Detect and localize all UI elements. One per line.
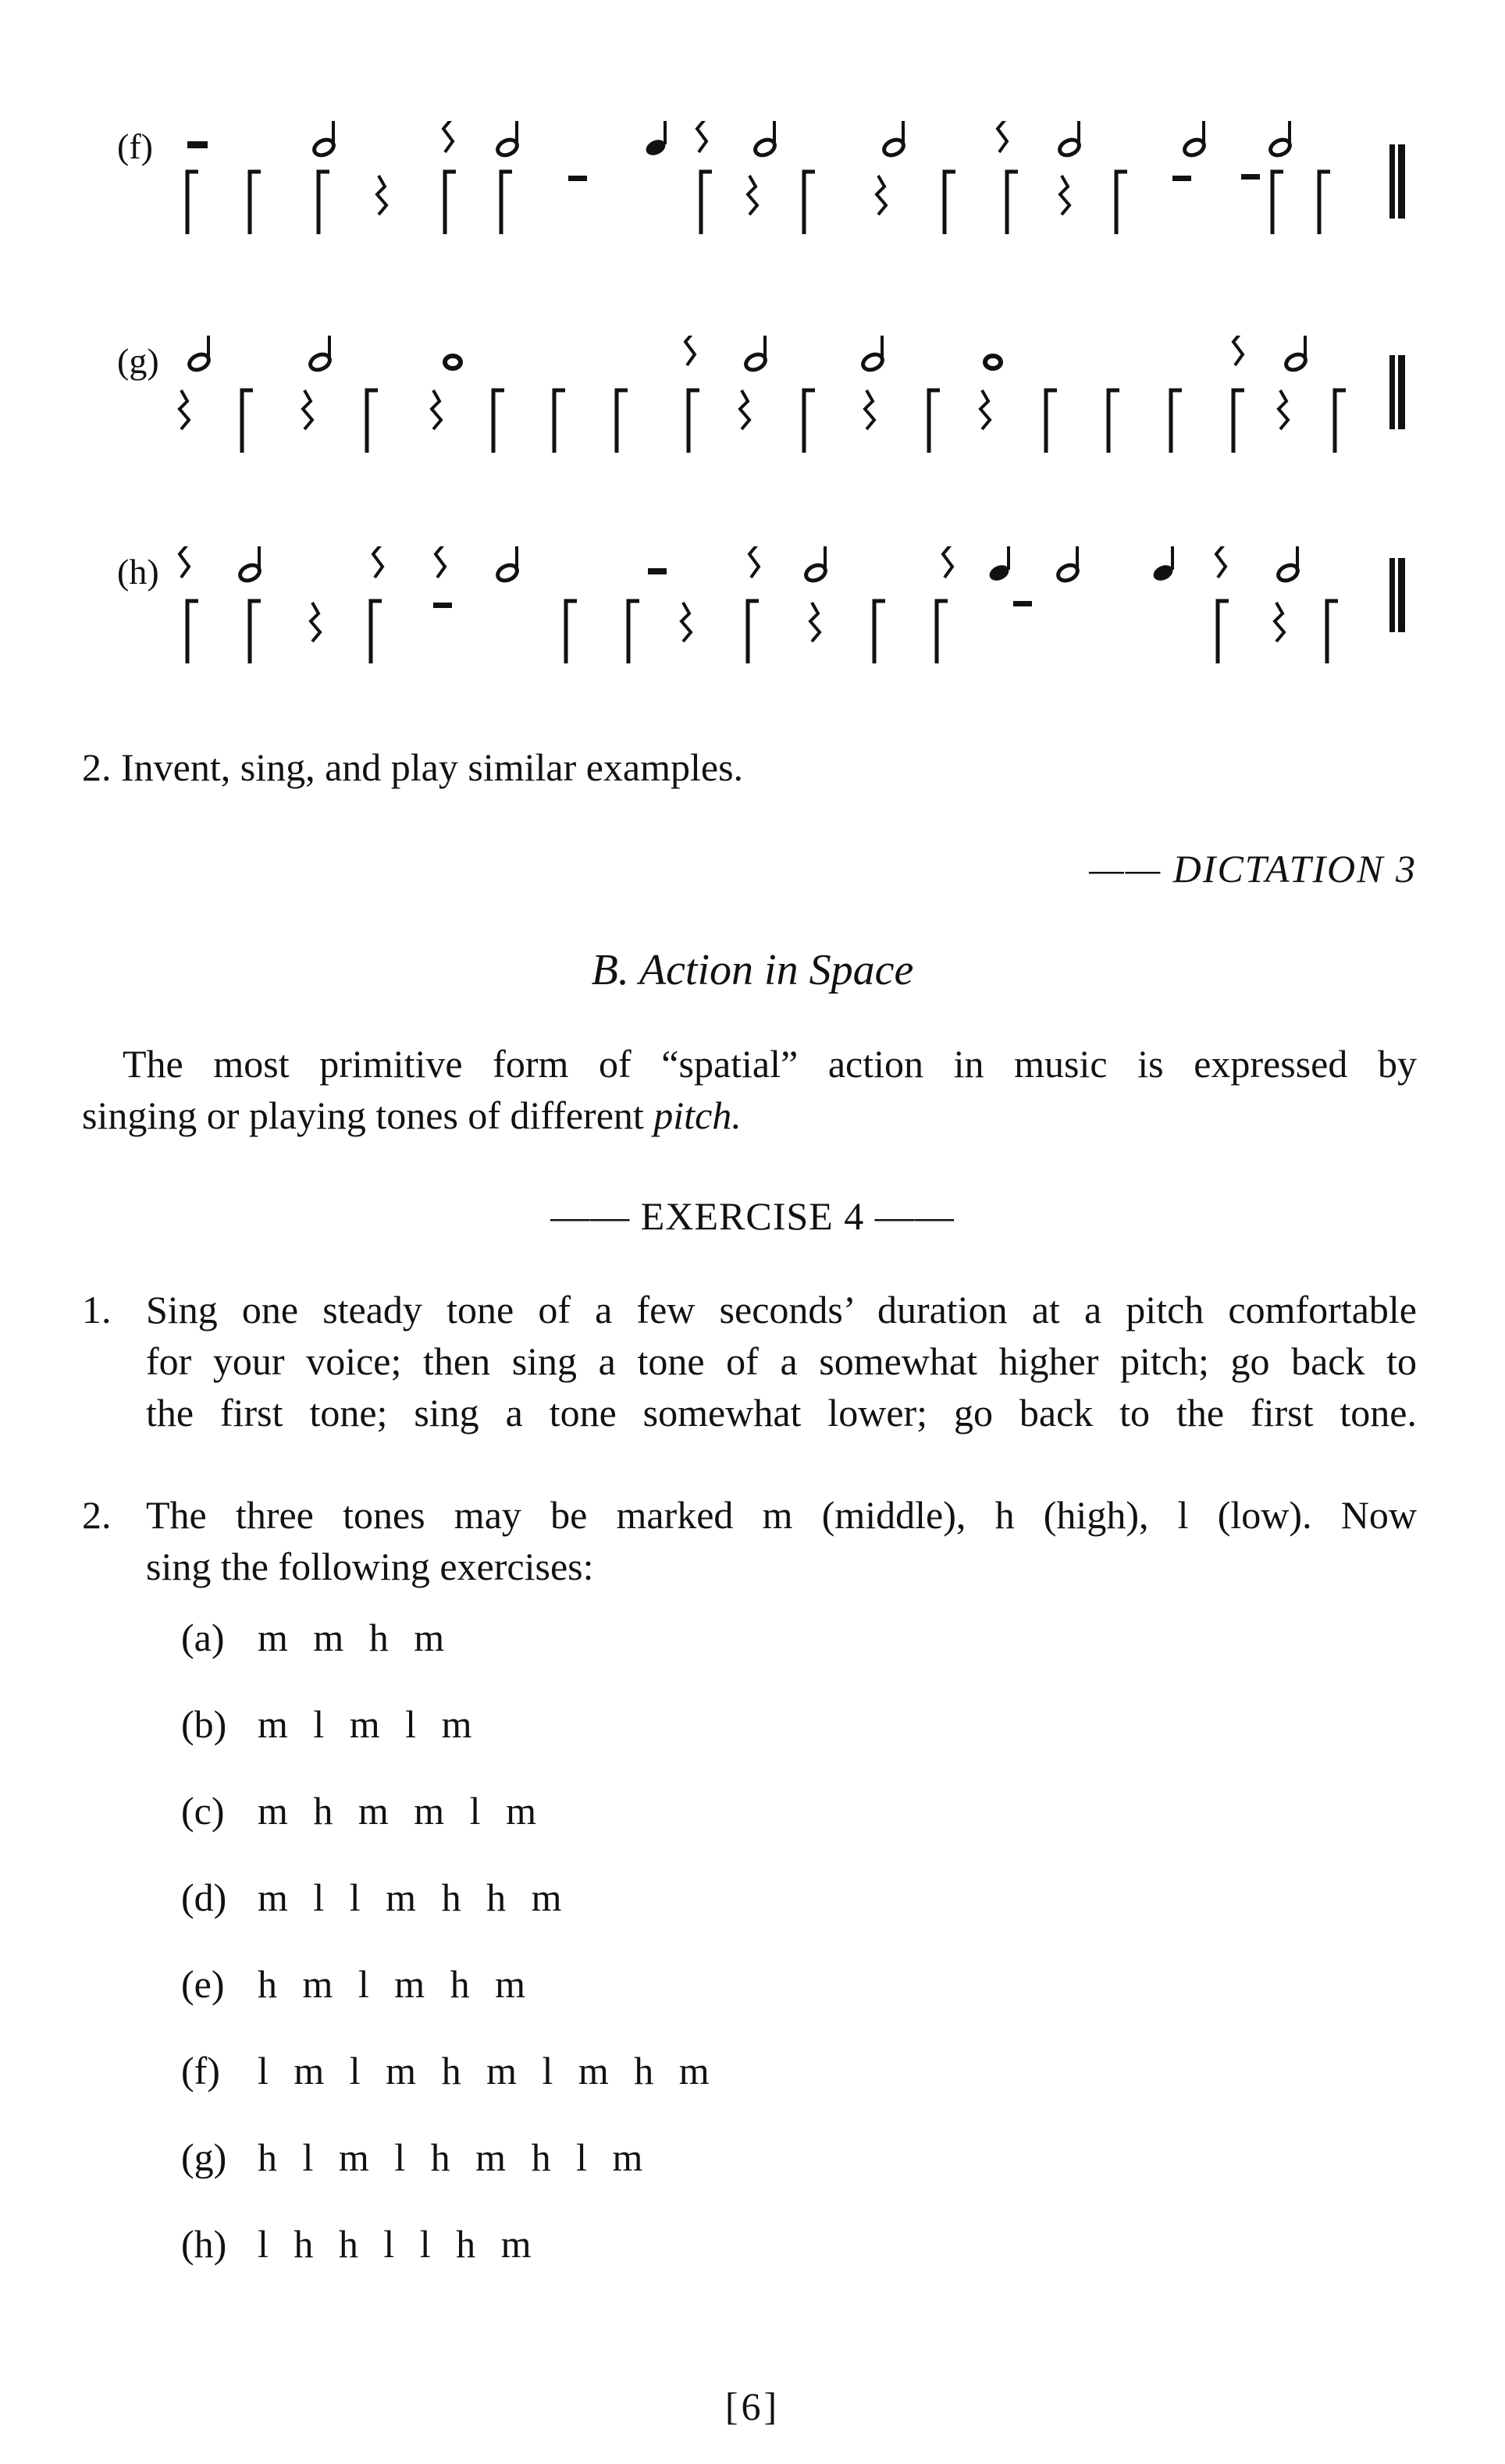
exercise-label: (b) <box>181 1702 227 1746</box>
exercise-label: (a) <box>181 1616 225 1659</box>
exercise-heading: —— EXERCISE 4 —— <box>550 1194 955 1238</box>
dictation-text: —— DICTATION 3 <box>1089 847 1417 891</box>
step-number: 2. <box>82 1493 112 1537</box>
row-label: (g) <box>117 341 159 381</box>
exercise-label: (e) <box>181 1962 225 2006</box>
exercise-sequence: m l m l m <box>258 1702 475 1746</box>
exercise-item-h <box>181 2220 534 2267</box>
intro-line-2 <box>82 1090 1417 1141</box>
step-2 <box>82 1489 1417 1592</box>
intro-paragraph <box>82 1038 1417 1141</box>
row-label: (h) <box>117 552 159 592</box>
rhythm-notation-f <box>117 121 1429 308</box>
exercise-item-e <box>181 1961 528 2007</box>
exercise-label: (g) <box>181 2135 227 2179</box>
exercise-sequence: m m h m <box>258 1616 447 1659</box>
step-2-line: The three tones may be marked m (middle), h (high), l (low). Now <box>146 1493 1417 1537</box>
exercise-label: (d) <box>181 1876 227 1919</box>
exercise-sequence: l h h l l h m <box>258 2222 534 2266</box>
intro-text: singing or playing tones of different <box>82 1093 654 1137</box>
exercise-sequence: l m l m h m l m h m <box>258 2049 712 2092</box>
exercise-item-d <box>181 1874 564 1921</box>
step-number: 1. <box>82 1288 112 1332</box>
exercise-label: (f) <box>181 2049 220 2092</box>
rhythm-notation-h <box>117 546 1429 734</box>
rhythm-row-f <box>117 121 1429 308</box>
exercise-item-g <box>181 2134 645 2181</box>
row-label: (f) <box>117 126 153 166</box>
exercise-sequence: h l m l h m h l m <box>258 2135 646 2179</box>
step-1-line: the first tone; sing a tone somewhat lower; go back to the first tone. <box>146 1391 1417 1435</box>
intro-line-1: The most primitive form of “spatial” action in music is expressed by <box>123 1042 1417 1086</box>
exercise-sequence: m h m m l m <box>258 1789 539 1833</box>
intro-emphasis: pitch. <box>653 1093 742 1137</box>
step-1-line: Sing one steady tone of a few seconds’ duration at a pitch comfortable <box>146 1288 1417 1332</box>
exercise-label: (h) <box>181 2222 227 2266</box>
exercise-item-f <box>181 2047 712 2094</box>
exercise-item-a <box>181 1614 447 1661</box>
exercise-item-c <box>181 1787 539 1834</box>
rhythm-row-g <box>117 336 1429 523</box>
exercise-sequence: h m l m h m <box>258 1962 528 2006</box>
section-heading: B. Action in Space <box>591 946 914 994</box>
instruction-invent: 2. Invent, sing, and play similar examples. <box>82 745 744 789</box>
exercise-item-b <box>181 1701 474 1748</box>
rhythm-notation-g <box>117 336 1429 523</box>
dictation-label <box>1089 843 1417 894</box>
exercise-sequence: m l l m h h m <box>258 1876 564 1919</box>
exercise-label: (c) <box>181 1789 225 1833</box>
step-1-line: for your voice; then sing a tone of a somewhat higher pitch; go back to <box>146 1339 1417 1383</box>
step-2-line: sing the following exercises: <box>146 1545 594 1588</box>
page-number: [6] <box>724 2384 781 2428</box>
step-1 <box>82 1284 1417 1438</box>
rhythm-row-h <box>117 546 1429 734</box>
